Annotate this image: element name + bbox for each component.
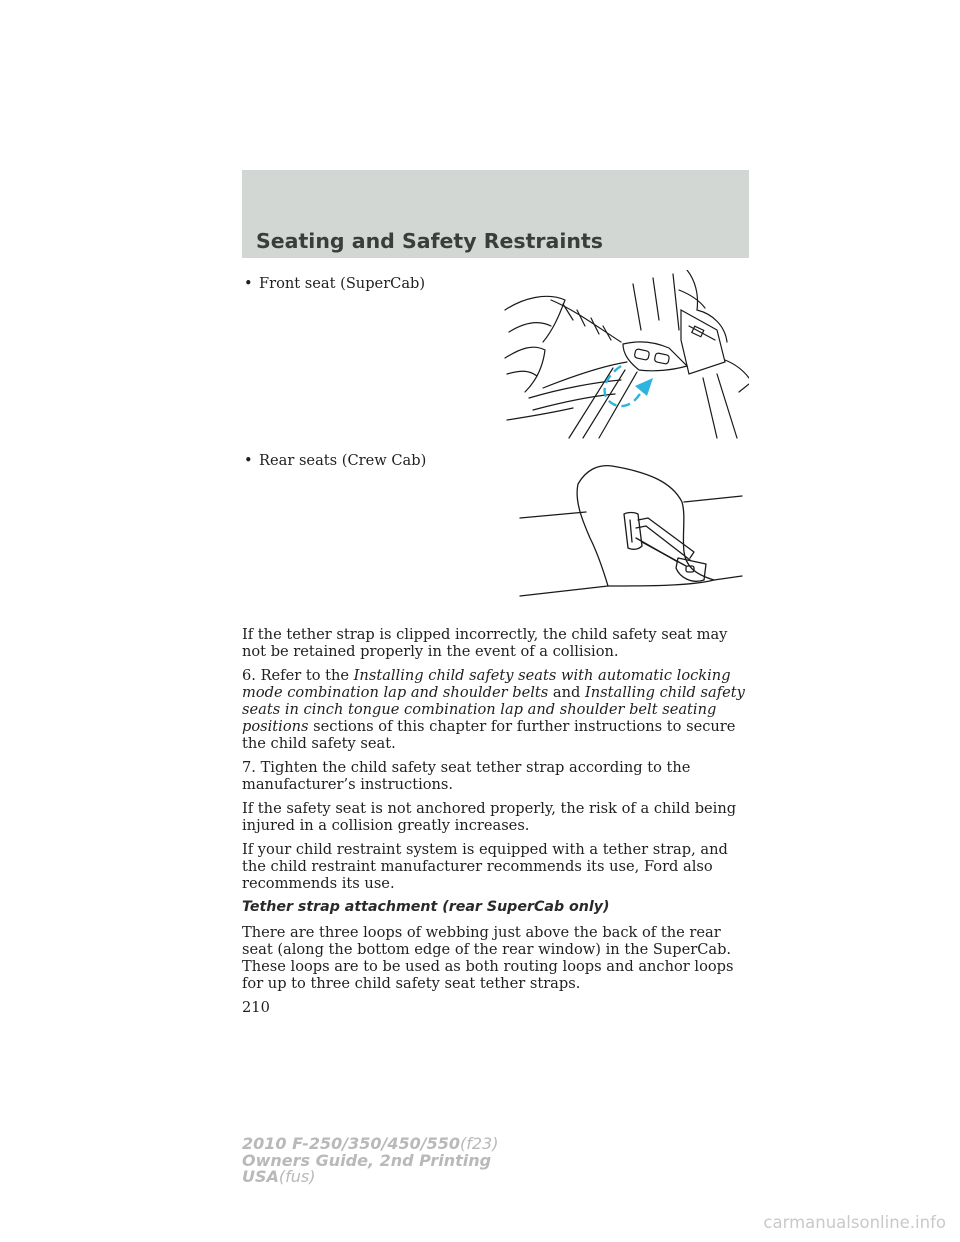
step-6-text: 6. Refer to the <box>242 667 354 684</box>
bullet-label: Front seat (SuperCab) <box>259 275 426 292</box>
footer-model-code: (f23) <box>460 1134 499 1153</box>
bullet-symbol: • <box>244 452 253 469</box>
footer-region-code: (fus) <box>278 1167 316 1186</box>
footer-model: 2010 F-250/350/450/550 <box>242 1134 460 1153</box>
footer-line-3 <box>242 1169 498 1186</box>
bullet-front-seat <box>244 275 425 292</box>
bullet-rear-seats <box>244 452 426 469</box>
page-number: 210 <box>242 999 270 1016</box>
rear-seat-anchor-illustration <box>518 462 746 602</box>
front-seat-anchor-illustration <box>503 270 749 440</box>
step-6-and: and <box>548 684 586 701</box>
bullet-symbol: • <box>244 275 253 292</box>
paragraph-risk: If the safety seat is not anchored properly, the risk of a child being injured in a collision greatly increases. <box>242 800 737 834</box>
paragraph-loops: There are three loops of webbing just above the back of the rear seat (along the bottom edge of the rear window) in the SuperCab. These loops are to be used as both routing loops and anchor loops for up to three child safety seat tether straps. <box>242 924 734 992</box>
step-6-tail: sections of this chapter for further instructions to secure the child safety seat. <box>242 718 736 752</box>
reference-automatic-locking: Installing child safety seats with automatic locking mode combination lap and shoulder belts <box>242 667 731 701</box>
reference-cinch-tongue: Installing child safety seats in cinch tongue combination lap and shoulder belt seating positions <box>242 684 745 735</box>
paragraph-warning-clip: If the tether strap is clipped incorrectly, the child safety seat may not be retained properly in the event of a collision. <box>242 626 728 660</box>
arrow-head-icon <box>635 378 653 396</box>
document-footer <box>242 1136 498 1186</box>
paragraph-step-6 <box>242 667 752 752</box>
subsection-heading: Tether strap attachment (rear SuperCab only) <box>242 899 610 915</box>
paragraph-step-7: 7. Tighten the child safety seat tether strap according to the manufacturer’s instructions. <box>242 759 691 793</box>
main-content <box>242 626 752 1023</box>
paragraph-recommendation: If your child restraint system is equipped with a tether strap, and the child restraint manufacturer recommends its use, Ford also recommends its use. <box>242 841 728 892</box>
section-title: Seating and Safety Restraints <box>256 229 603 253</box>
footer-line-2: Owners Guide, 2nd Printing <box>242 1150 492 1170</box>
site-watermark: carmanualsonline.info <box>763 1213 946 1232</box>
bullet-label: Rear seats (Crew Cab) <box>259 452 427 469</box>
footer-region: USA <box>242 1167 279 1186</box>
